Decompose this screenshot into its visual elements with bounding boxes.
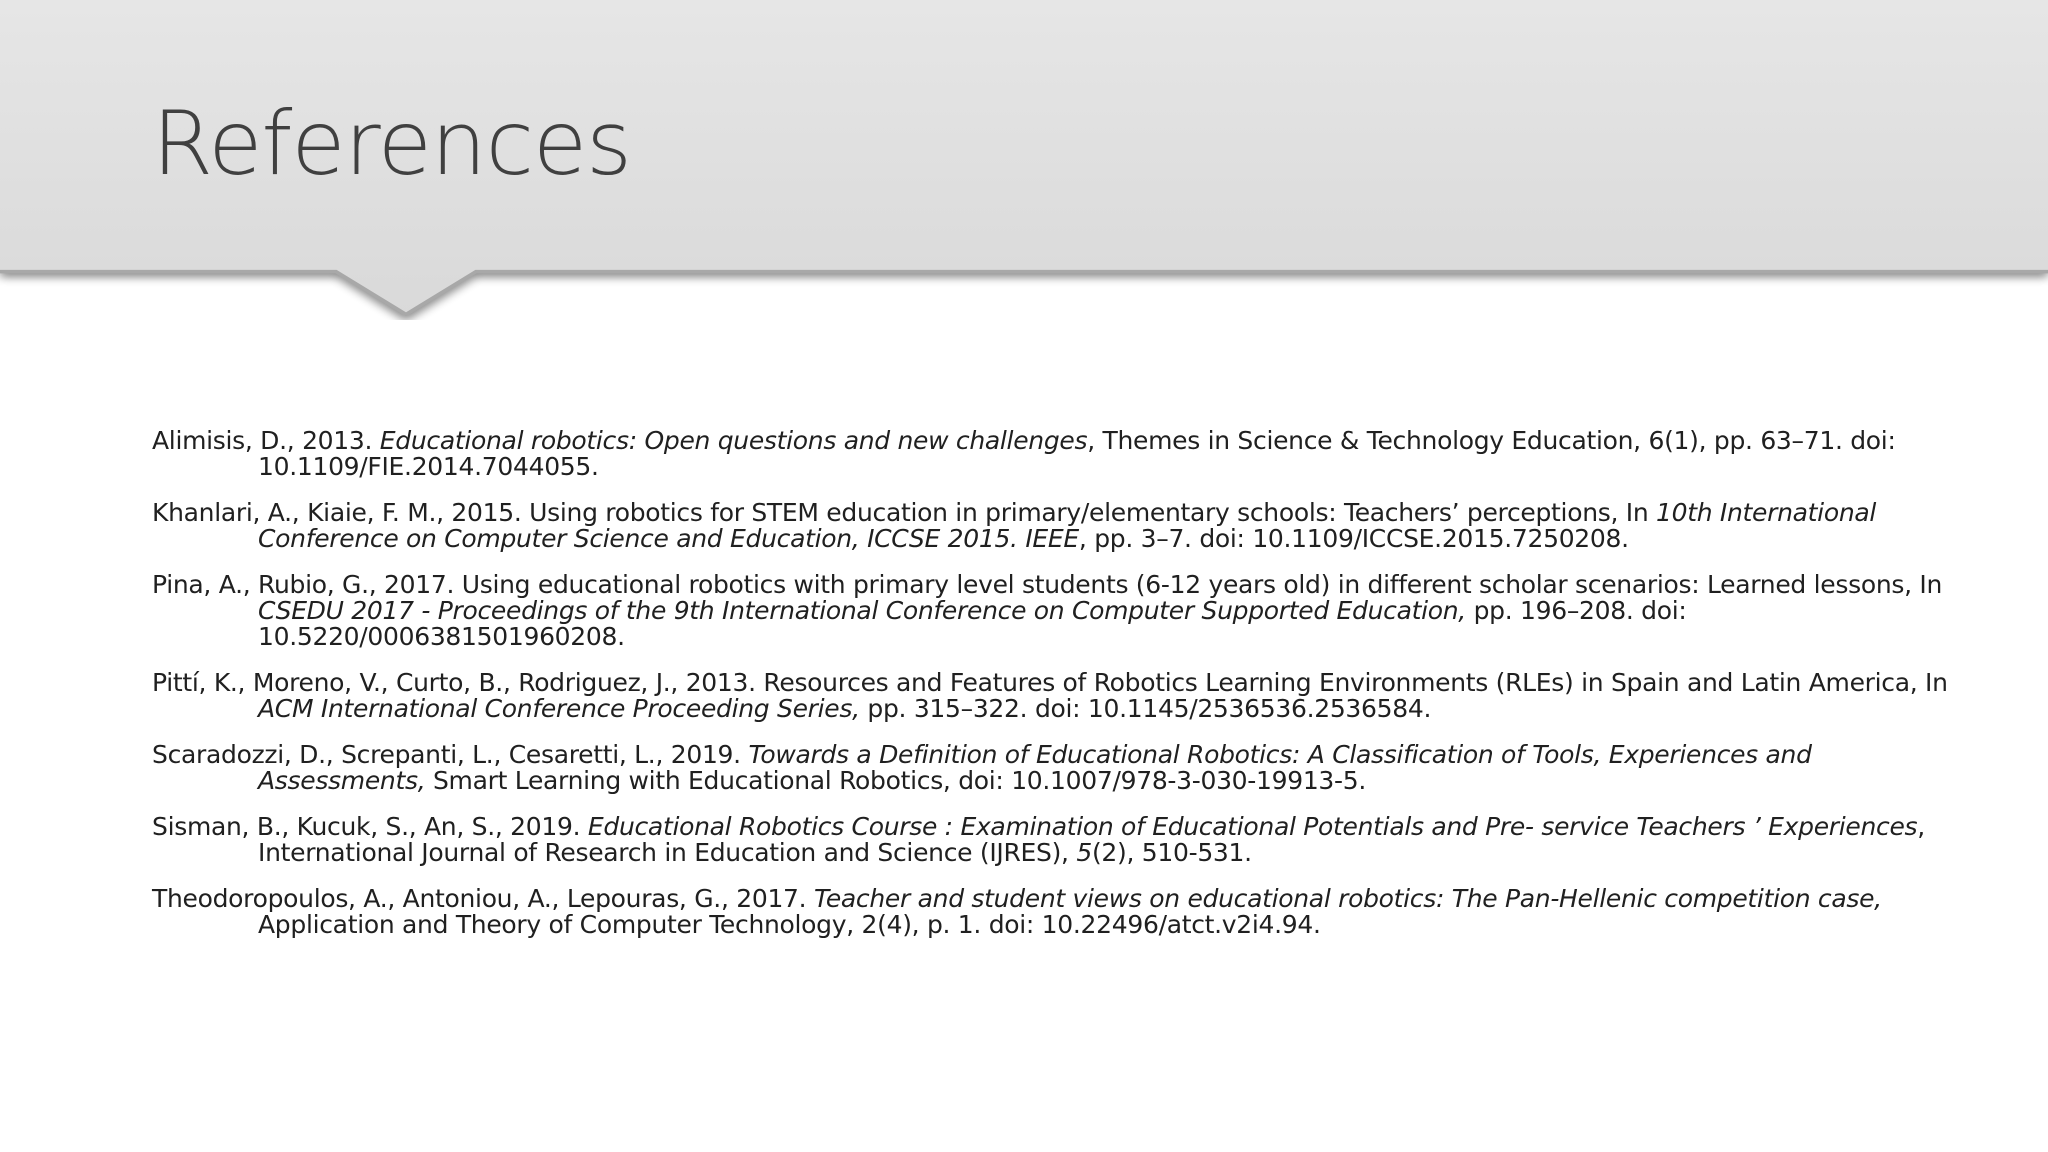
reference-text: Sisman, B., Kucuk, S., An, S., 2019. — [152, 812, 588, 841]
reference-item — [152, 500, 1952, 552]
reference-list — [152, 428, 1952, 958]
reference-italic-text: Teacher and student views on educational robotics: The Pan-Hellenic competition case, — [813, 884, 1882, 913]
reference-item — [152, 814, 1952, 866]
reference-item — [152, 742, 1952, 794]
reference-item — [152, 886, 1952, 938]
reference-text: Alimisis, D., 2013. — [152, 426, 380, 455]
reference-italic-text: ACM International Conference Proceeding Series, — [258, 694, 860, 723]
reference-item — [152, 428, 1952, 480]
reference-item — [152, 670, 1952, 722]
page-title: References — [152, 92, 631, 195]
reference-text: pp. 315–322. doi: 10.1145/2536536.2536584. — [859, 694, 1432, 723]
reference-text: Application and Theory of Computer Technology, 2(4), p. 1. doi: 10.22496/atct.v2i4.94. — [258, 910, 1321, 939]
reference-italic-text: Towards a Definition of Educational Robotics: A Classification of Tools, Experiences and Assessments, — [258, 740, 1812, 795]
reference-text: , Themes in Science & Technology Education, 6(1), pp. 63–71. doi: 10.1109/FIE.2014.7044055. — [258, 426, 1896, 481]
reference-italic-text: CSEDU 2017 - Proceedings of the 9th International Conference on Computer Supported Education, — [258, 596, 1466, 625]
reference-italic-text: 5 — [1076, 838, 1092, 867]
reference-text: Smart Learning with Educational Robotics, doi: 10.1007/978-3-030-19913-5. — [425, 766, 1367, 795]
header-band-edge — [0, 272, 2048, 315]
reference-text: Pina, A., Rubio, G., 2017. Using educational robotics with primary level students (6-12 years old) in different scholar scenarios: Learned lessons, In — [152, 570, 1942, 599]
reference-text: , pp. 3–7. doi: 10.1109/ICCSE.2015.7250208. — [1078, 524, 1629, 553]
reference-italic-text: Educational robotics: Open questions and new challenges — [379, 426, 1088, 455]
reference-text: Scaradozzi, D., Screpanti, L., Cesaretti, L., 2019. — [152, 740, 749, 769]
reference-text: Theodoropoulos, A., Antoniou, A., Lepouras, G., 2017. — [152, 884, 814, 913]
reference-text: (2), 510-531. — [1091, 838, 1252, 867]
reference-text: , International Journal of Research in Education and Science (IJRES), — [258, 812, 1925, 867]
reference-text: pp. 196–208. doi: 10.5220/0006381501960208. — [258, 596, 1687, 651]
reference-italic-text: 10th International Conference on Computer Science and Education, ICCSE 2015. IEEE — [258, 498, 1877, 553]
reference-text: Pittí, K., Moreno, V., Curto, B., Rodriguez, J., 2013. Resources and Features of Robotics Learning Environments (RLEs) in Spain and Latin America, In — [152, 668, 1948, 697]
reference-item — [152, 572, 1952, 650]
reference-italic-text: Educational Robotics Course : Examination of Educational Potentials and Pre- service Teachers ’ Experiences — [587, 812, 1918, 841]
reference-text: Khanlari, A., Kiaie, F. M., 2015. Using robotics for STEM education in primary/elementary schools: Teachers’ perceptions, In — [152, 498, 1657, 527]
